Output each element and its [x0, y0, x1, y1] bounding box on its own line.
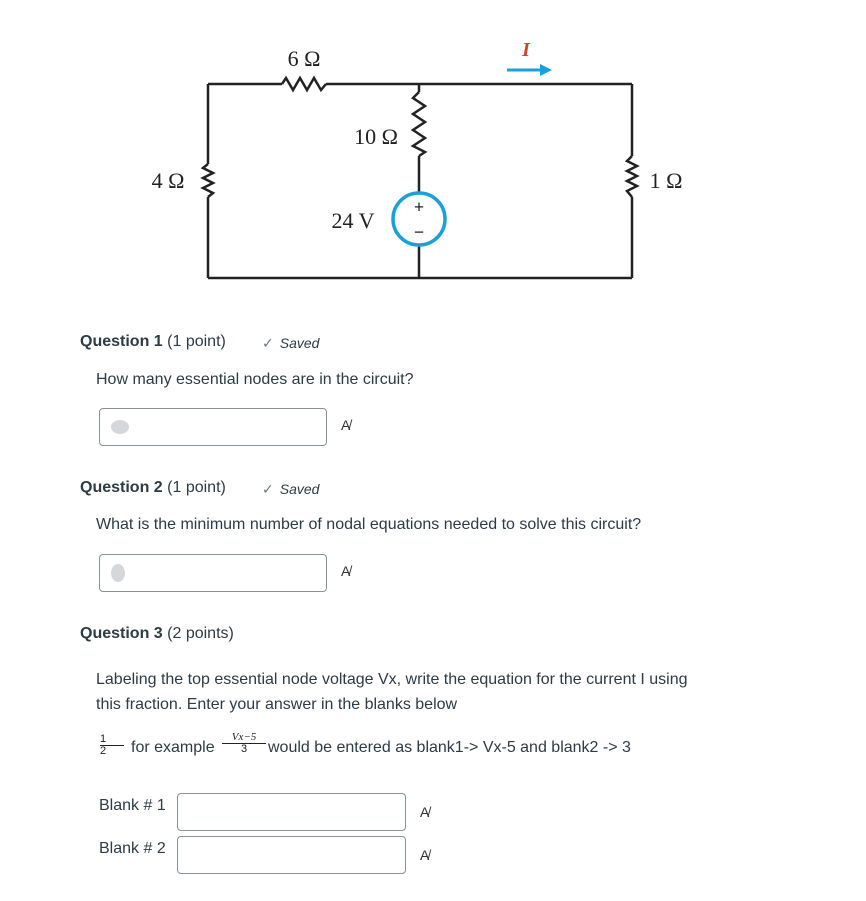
question-1-points: (1 point)	[167, 333, 226, 350]
label-10-ohm: 10 Ω	[354, 124, 398, 149]
question-1-text: How many essential nodes are in the circuit?	[96, 371, 414, 388]
resistor-1-zigzag	[627, 156, 637, 197]
blank-2-label: Blank # 2	[99, 840, 166, 857]
source-minus: −	[413, 222, 425, 242]
question-3-points: (2 points)	[167, 625, 234, 642]
question-2-saved	[262, 481, 319, 498]
saved-label: Saved	[279, 335, 320, 351]
resistor-10-zigzag	[413, 92, 425, 156]
fraction-denominator: 2	[100, 745, 107, 757]
question-1-input[interactable]	[100, 409, 326, 445]
question-3-text-line2: this fraction. Enter your answer in the blanks below	[96, 696, 458, 713]
spellcheck-icon[interactable]: A̸	[420, 804, 430, 820]
resistor-4-zigzag	[203, 164, 213, 197]
fraction-one-half	[100, 734, 124, 757]
blank-2-answer-box[interactable]	[177, 836, 406, 874]
blank-1-input[interactable]	[178, 794, 405, 830]
checkmark-icon: ✓	[262, 481, 274, 497]
label-6-ohm: 6 Ω	[287, 46, 321, 71]
resistor-6-zigzag	[282, 78, 326, 90]
spellcheck-icon[interactable]: A̸	[420, 847, 430, 863]
label-1-ohm: 1 Ω	[649, 168, 683, 193]
example-suffix: would be entered as blank1-> Vx-5 and blank2 -> 3	[268, 739, 631, 756]
question-2-input[interactable]	[100, 555, 326, 591]
blank-1-answer-box[interactable]	[177, 793, 406, 831]
label-current-i: I	[522, 39, 530, 61]
blank-2-input[interactable]	[178, 837, 405, 873]
question-2-text: What is the minimum number of nodal equations needed to solve this circuit?	[96, 516, 642, 533]
redacted-mark	[111, 564, 125, 582]
question-1-saved	[262, 335, 319, 352]
saved-label: Saved	[279, 481, 320, 497]
fraction-example	[222, 732, 266, 755]
question-3-title: Question 3	[80, 625, 163, 642]
blank-1-label: Blank # 1	[99, 797, 166, 814]
question-2-answer-box[interactable]	[99, 554, 327, 592]
fraction-example-numerator: Vx−5	[231, 731, 257, 743]
question-2-title: Question 2	[80, 479, 163, 496]
label-4-ohm: 4 Ω	[151, 168, 185, 193]
question-2-header	[80, 479, 226, 497]
question-1-answer-box[interactable]	[99, 408, 327, 446]
fraction-numerator: 1	[100, 733, 107, 745]
redacted-mark	[111, 420, 129, 434]
question-2-points: (1 point)	[167, 479, 226, 496]
checkmark-icon: ✓	[262, 335, 274, 351]
label-24-v: 24 V	[331, 208, 375, 233]
question-1-title: Question 1	[80, 333, 163, 350]
fraction-example-denominator: 3	[240, 743, 248, 755]
question-1-header	[80, 333, 226, 351]
question-3-header	[80, 625, 234, 643]
example-prefix: for example	[131, 739, 215, 756]
spellcheck-icon[interactable]: A̸	[341, 563, 351, 579]
source-plus: +	[413, 197, 425, 217]
circuit-diagram	[0, 0, 866, 310]
spellcheck-icon[interactable]: A̸	[341, 417, 351, 433]
question-3-text-line1: Labeling the top essential node voltage Vx, write the equation for the current I using	[96, 671, 688, 688]
current-arrow-icon	[507, 64, 552, 76]
